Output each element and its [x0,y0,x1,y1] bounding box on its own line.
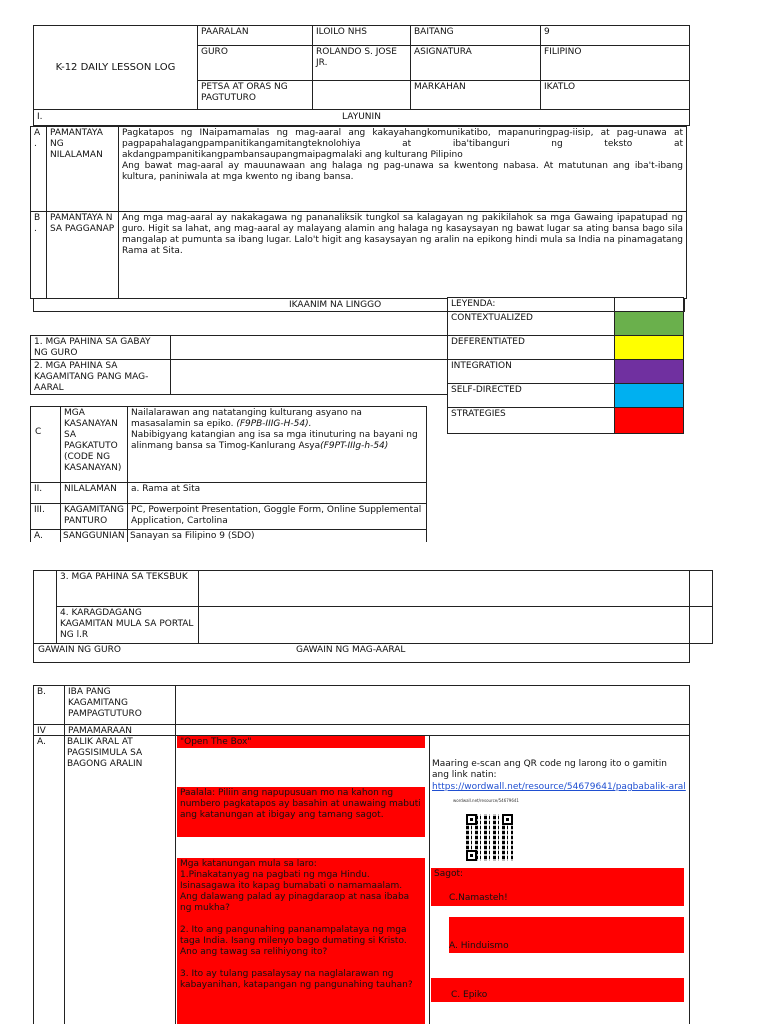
paaralan-label: PAARALAN [197,25,313,46]
teksbuk-extra [689,570,713,607]
answer-3: C. Epiko [451,990,488,1000]
iba-pang-value [175,685,690,725]
kasanayan-letter: C [35,427,42,437]
teksbuk-value [198,570,690,607]
answer-1-block [431,880,684,906]
page-title: K-12 DAILY LESSON LOG [55,62,176,73]
karagdagan-extra [689,606,713,644]
answer-1: C.Namasteh! [449,893,508,903]
gawain-mag-aaral-label: GAWAIN NG MAG-AARAL [296,645,406,655]
b-letter: B . [30,211,47,299]
sanggunian-num: A. [30,529,61,542]
game-link[interactable]: https://wordwall.net/resource/54679641/pagbabalik-aral [432,782,686,792]
a-text2: Ang bawat mag-aaral ay mauunawaan ang halaga ng pag-unawa sa kwentong nabasa. At matutunan ang iba't-ibang kultura, paniniwala at mga kwento ng ibang bansa. [122,161,683,182]
legend-swatch-deferentiated [614,335,684,360]
kasanayan-code1: (F9PB-IIIG-H-54). [236,419,312,429]
kasanayan-text2: Nabibigyang katangian ang isa sa mga itinuturing na bayani ng alinmang bansa sa Timog-Kanlurang Asya [131,430,418,451]
answer-2-block [449,917,684,953]
legend-swatch-strategies [614,407,684,434]
asignatura-value: FILIPINO [540,45,690,81]
guro-label: GURO [197,45,313,81]
gawain-row [33,643,690,663]
week-label: IKAANIM NA LINGGO [289,300,382,310]
question-2: 2. Ito ang pangunahing pananampalataya ng mga taga India. Isang milenyo bago dumating si Kristo. Ano ang tawag sa relihiyong ito? [180,925,407,957]
markahan-value: IKATLO [540,80,690,110]
legend-label-integration: INTEGRATION [447,359,615,384]
baitang-label: BAITANG [410,25,541,46]
qr-intro: Maaring e-scan ang QR code ng larong ito o gamitin ang link natin: [432,759,667,780]
karagdagan-label: 4. KARAGDAGANG KAGAMITAN MULA SA PORTAL NG l.R [56,606,199,644]
legend-swatch-integration [614,359,684,384]
kagamitang-value: PC, Powerpoint Presentation, Goggle Form, Online Supplemental Application, Cartolina [127,503,427,530]
gabay-value [170,335,448,360]
nilalaman-num: II. [30,482,61,504]
kasanayan-label: MGA KASANAYAN SA PAGKATUTO (CODE NG KASANAYAN) [60,406,128,483]
questions-block [177,858,425,1024]
kagamitan-label: 2. MGA PAHINA SA KAGAMITANG PANG MAG-AARAL [30,359,171,395]
balik-aral-label: BALIK ARAL AT PAGSISIMULA SA BAGONG ARALIN [64,735,176,1024]
petsa-value [312,80,411,110]
pamamaraan-label: PAMAMARAAN [64,724,176,736]
iba-pang-label: IBA PANG KAGAMITANG PAMPAGTUTURO [64,685,176,725]
legend-label-strategies: STRATEGIES [447,407,615,434]
legend-title-swatch [614,297,684,312]
a-letter: A . [30,126,47,212]
a-text: Pagkatapos ng INaipamamalas ng mag-aaral ang kakayahangkomunikatibo, mapanuringpag-iisip, at pag-unawa at pagpapahalagangpampanitikangamitangteknolohiya at iba'tibanguri ng teksto at akdangpampanitikangpambansaupangmaipagmalaki ang kulturang Pilipino [122,128,683,160]
legend-label-self-directed: SELF-DIRECTED [447,383,615,408]
a-label: PAMANTAYA NG NILALAMAN [46,126,119,212]
b-text: Ang mga mag-aaral ay nakakagawa ng pananaliksik tungkol sa kalagayan ng pakikilahok sa mga Gawaing ipapatupad ng guro. Higit sa lahat, ang mag-aaral ay malayang alamin ang halaga ng kasaysayan ng bawat lugar sa ating bansa bago sila mangalap at pumunta sa ibang lugar. Lalo't higit ang kasaysayan ng aralin na epikong hindi mula sa India na pinamagatang Rama at Sita. [118,211,687,299]
legend-swatch-contextualized [614,311,684,336]
sanggunian-label: SANGGUNIAN [60,529,128,542]
question-3: 3. Ito ay tulang pasalaysay na naglalarawan ng kabayanihan, katapangan ng pangunahing tauhan? [180,969,413,990]
open-the-box-banner: "Open The Box" [177,736,425,748]
a-content [118,126,687,212]
answer-2: A. Hinduismo [449,941,509,951]
kasanayan-content [127,406,427,483]
karagdagan-value [198,606,690,644]
kasanayan-letter-cell [30,406,61,483]
legend-swatch-self-directed [614,383,684,408]
legend-title: LEYENDA: [447,297,615,312]
kagamitan-value [170,359,448,395]
asignatura-label: ASIGNATURA [410,45,541,81]
legend-label-contextualized: CONTEXTUALIZED [447,311,615,336]
question-1: 1.Pinakatanyag na pagbati ng mga Hindu. Isinasagawa ito kapag bumabati o namamaalam. Ang dalawang palad ay pinagdaraop at nasa ibaba ng mukha? [180,870,410,913]
kasanayan-code2: (F9PT-IIIg-h-54) [320,441,389,451]
iba-pang-num: B. [33,685,65,725]
layunin-num: I. [37,112,43,122]
teksbuk-label: 3. MGA PAHINA SA TEKSBUK [56,570,199,607]
gawain-guro-label: GAWAIN NG GURO [38,645,121,655]
petsa-label: PETSA AT ORAS NG PAGTUTURO [197,80,313,110]
nilalaman-label: NILALAMAN [60,482,128,504]
gabay-label: 1. MGA PAHINA SA GABAY NG GURO [30,335,171,360]
sanggunian-value: Sanayan sa Filipino 9 (SDO) [127,529,427,542]
questions-title: Mga katanungan mula sa laro: [180,859,317,869]
layunin-row [33,109,690,126]
kagamitang-num: III. [30,503,61,530]
nilalaman-value: a. Rama at Sita [127,482,427,504]
sagot-label: Sagot: [431,868,684,880]
markahan-label: MARKAHAN [410,80,541,110]
answer-3-block [431,978,684,1002]
pamamaraan-num: IV [33,724,65,736]
b-label: PAMANTAYA N SA PAGGANAP [46,211,119,299]
layunin-title: LAYUNIN [342,112,381,122]
header-title-cell [33,25,198,110]
section2-left-cell [33,570,57,644]
balik-aral-num: A. [33,735,65,1024]
baitang-value: 9 [540,25,690,46]
qr-caption: wordwall.net/resource/54679641 [453,798,519,803]
qr-code-icon[interactable] [466,814,513,861]
kasanayan-text1: Nailalarawan ang natatanging kulturang asyano na masasalamin sa epiko. [131,408,362,429]
legend-label-deferentiated: DEFERENTIATED [447,335,615,360]
guro-value: ROLANDO S. JOSE JR. [312,45,411,81]
paaralan-value: ILOILO NHS [312,25,411,46]
kagamitang-label: KAGAMITANG PANTURO [60,503,128,530]
paalala-block: Paalala: Piliin ang napupusuan mo na kahon ng numbero pagkatapos ay basahin at unawaing mabuti ang katanungan at ibigay ang tamang sagot. [177,787,425,837]
